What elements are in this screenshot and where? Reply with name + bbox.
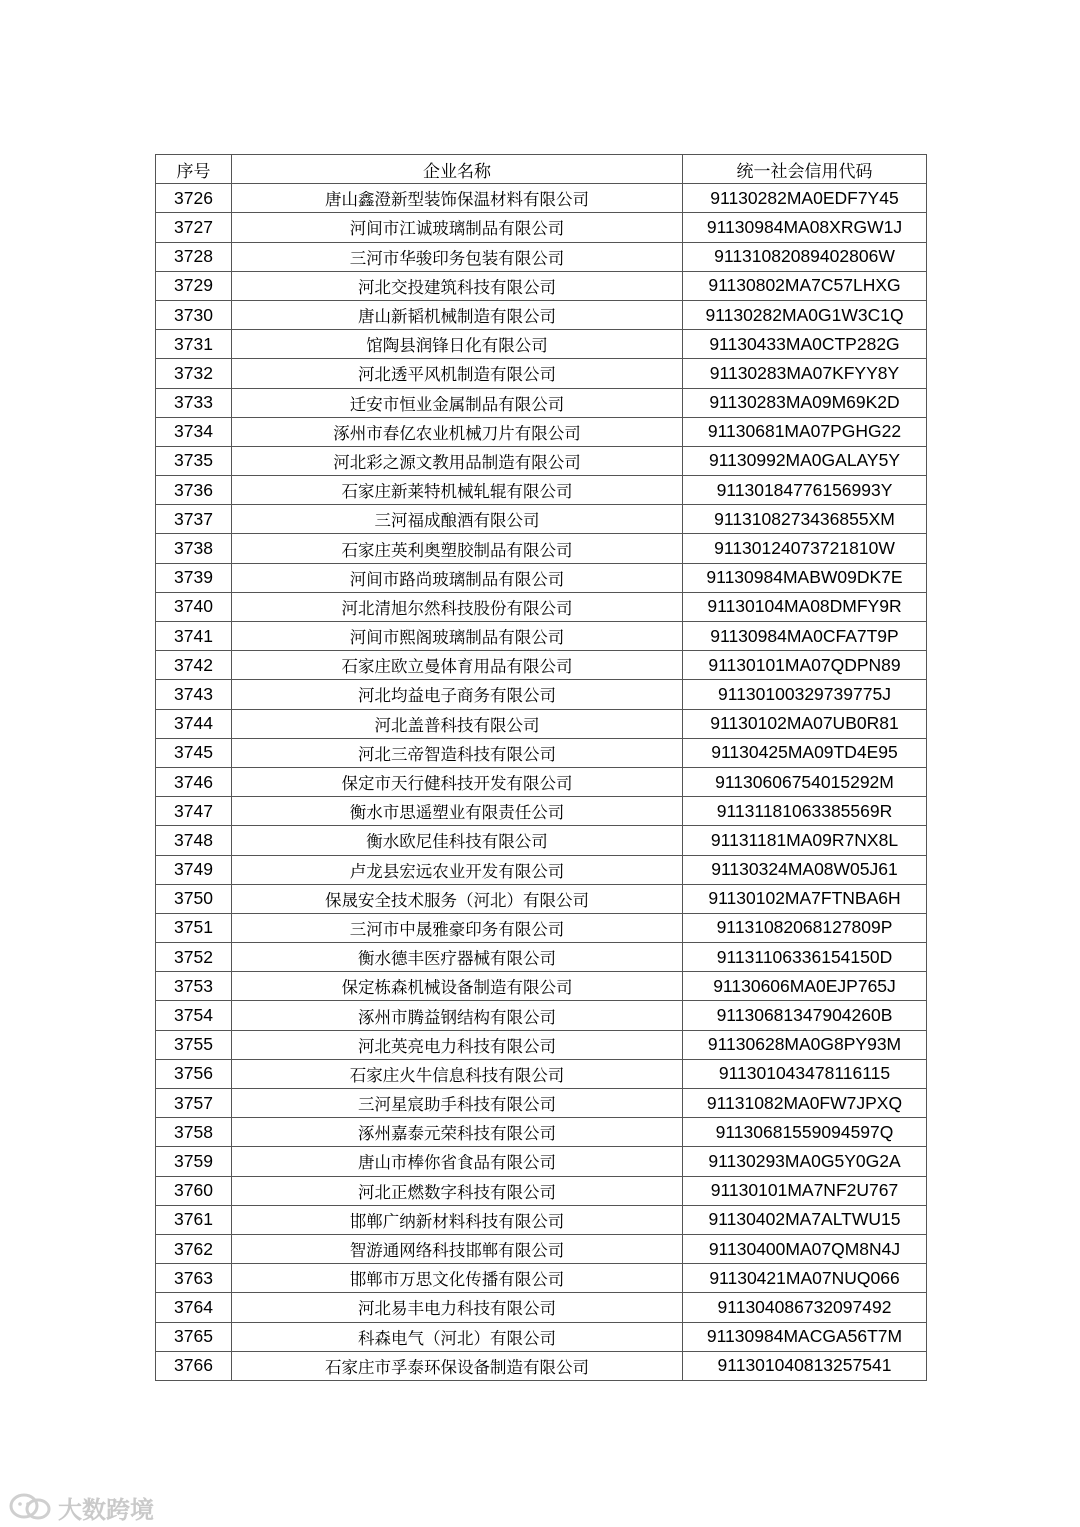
company-name-cell: 河北盖普科技有限公司: [232, 709, 683, 738]
company-name-cell: 河间市路尚玻璃制品有限公司: [232, 563, 683, 592]
credit-code-cell: 91130104MA08DMFY9R: [683, 592, 927, 621]
company-name-cell: 河间市熙阁玻璃制品有限公司: [232, 622, 683, 651]
serial-cell: 3739: [156, 563, 232, 592]
table-row: [156, 1176, 927, 1205]
company-name-cell: 保定市天行健科技开发有限公司: [232, 767, 683, 796]
serial-cell: 3737: [156, 505, 232, 534]
credit-code-cell: 91130184776156993Y: [683, 476, 927, 505]
credit-code-cell: 91130681559094597Q: [683, 1118, 927, 1147]
serial-cell: 3754: [156, 1001, 232, 1030]
serial-cell: 3766: [156, 1351, 232, 1380]
serial-cell: 3745: [156, 738, 232, 767]
table-row: [156, 1059, 927, 1088]
table-row: [156, 446, 927, 475]
credit-code-cell: 91130402MA7ALTWU15: [683, 1205, 927, 1234]
serial-cell: 3752: [156, 943, 232, 972]
table-row: [156, 797, 927, 826]
header-serial: 序号: [156, 155, 232, 184]
serial-cell: 3760: [156, 1176, 232, 1205]
credit-code-cell: 91131082089402806W: [683, 242, 927, 271]
serial-cell: 3742: [156, 651, 232, 680]
table-row: [156, 505, 927, 534]
table-row: [156, 1147, 927, 1176]
credit-code-cell: 91130102MA7FTNBA6H: [683, 884, 927, 913]
serial-cell: 3763: [156, 1264, 232, 1293]
table-row: [156, 1322, 927, 1351]
watermark: [8, 1487, 154, 1527]
serial-cell: 3744: [156, 709, 232, 738]
serial-cell: 3741: [156, 622, 232, 651]
credit-code-cell: 91130606MA0EJP765J: [683, 972, 927, 1001]
credit-code-cell: 91131082MA0FW7JPXQ: [683, 1089, 927, 1118]
serial-cell: 3738: [156, 534, 232, 563]
serial-cell: 3746: [156, 767, 232, 796]
credit-code-cell: 91130282MA0EDF7Y45: [683, 184, 927, 213]
serial-cell: 3731: [156, 330, 232, 359]
serial-cell: 3757: [156, 1089, 232, 1118]
company-name-cell: 涿州嘉泰元荣科技有限公司: [232, 1118, 683, 1147]
table-row: [156, 1001, 927, 1030]
table-row: [156, 1030, 927, 1059]
company-name-cell: 河北三帝智造科技有限公司: [232, 738, 683, 767]
company-name-cell: 河北英亮电力科技有限公司: [232, 1030, 683, 1059]
serial-cell: 3748: [156, 826, 232, 855]
credit-code-cell: 911304086732097492: [683, 1293, 927, 1322]
credit-code-cell: 91131082068127809P: [683, 913, 927, 942]
table-row: [156, 1089, 927, 1118]
company-name-cell: 河北交投建筑科技有限公司: [232, 271, 683, 300]
company-name-cell: 衡水德丰医疗器械有限公司: [232, 943, 683, 972]
table-row: [156, 972, 927, 1001]
table-row: [156, 680, 927, 709]
table-row: [156, 709, 927, 738]
company-name-cell: 保晟安全技术服务（河北）有限公司: [232, 884, 683, 913]
company-name-cell: 河北均益电子商务有限公司: [232, 680, 683, 709]
company-name-cell: 石家庄新莱特机械轧辊有限公司: [232, 476, 683, 505]
table-row: [156, 592, 927, 621]
credit-code-cell: 91130681347904260B: [683, 1001, 927, 1030]
credit-code-cell: 91130681MA07PGHG22: [683, 417, 927, 446]
credit-code-cell: 91130293MA0G5Y0G2A: [683, 1147, 927, 1176]
table-row: [156, 1293, 927, 1322]
header-credit-code: 统一社会信用代码: [683, 155, 927, 184]
table-row: [156, 1118, 927, 1147]
credit-code-cell: 91130324MA08W05J61: [683, 855, 927, 884]
serial-cell: 3736: [156, 476, 232, 505]
credit-code-cell: 91130283MA09M69K2D: [683, 388, 927, 417]
company-name-cell: 衡水市思遥塑业有限责任公司: [232, 797, 683, 826]
serial-cell: 3758: [156, 1118, 232, 1147]
company-name-cell: 三河福成酿酒有限公司: [232, 505, 683, 534]
company-name-cell: 邯郸广纳新材料科技有限公司: [232, 1205, 683, 1234]
wechat-bubbles-icon: [8, 1492, 52, 1522]
serial-cell: 3734: [156, 417, 232, 446]
credit-code-cell: 91130282MA0G1W3C1Q: [683, 300, 927, 329]
table-row: [156, 651, 927, 680]
serial-cell: 3765: [156, 1322, 232, 1351]
serial-cell: 3756: [156, 1059, 232, 1088]
company-name-cell: 河北清旭尔然科技股份有限公司: [232, 592, 683, 621]
credit-code-cell: 91130102MA07UB0R81: [683, 709, 927, 738]
table-row: [156, 943, 927, 972]
credit-code-cell: 91131106336154150D: [683, 943, 927, 972]
credit-code-cell: 91130433MA0CTP282G: [683, 330, 927, 359]
credit-code-cell: 911301040813257541: [683, 1351, 927, 1380]
table-row: [156, 826, 927, 855]
serial-cell: 3751: [156, 913, 232, 942]
company-name-cell: 三河星宸助手科技有限公司: [232, 1089, 683, 1118]
table-row: [156, 300, 927, 329]
table-row: [156, 884, 927, 913]
credit-code-cell: 91130606754015292M: [683, 767, 927, 796]
credit-code-cell: 91130984MACGA56T7M: [683, 1322, 927, 1351]
credit-code-cell: 91130400MA07QM8N4J: [683, 1234, 927, 1263]
table-row: [156, 1205, 927, 1234]
company-name-cell: 唐山市棒你省食品有限公司: [232, 1147, 683, 1176]
table-row: [156, 738, 927, 767]
table-row: [156, 184, 927, 213]
serial-cell: 3733: [156, 388, 232, 417]
credit-code-cell: 91130984MA08XRGW1J: [683, 213, 927, 242]
company-name-cell: 唐山新韬机械制造有限公司: [232, 300, 683, 329]
credit-code-cell: 91130984MA0CFA7T9P: [683, 622, 927, 651]
serial-cell: 3729: [156, 271, 232, 300]
company-name-cell: 衡水欧尼佳科技有限公司: [232, 826, 683, 855]
serial-cell: 3732: [156, 359, 232, 388]
company-name-cell: 河北透平风机制造有限公司: [232, 359, 683, 388]
serial-cell: 3762: [156, 1234, 232, 1263]
serial-cell: 3759: [156, 1147, 232, 1176]
table-row: [156, 330, 927, 359]
table-body: [156, 184, 927, 1381]
credit-code-cell: 91130100329739775J: [683, 680, 927, 709]
credit-code-cell: 91130984MABW09DK7E: [683, 563, 927, 592]
table-row: [156, 534, 927, 563]
credit-code-cell: 91131181063385569R: [683, 797, 927, 826]
table-row: [156, 417, 927, 446]
company-name-cell: 涿州市春亿农业机械刀片有限公司: [232, 417, 683, 446]
company-name-cell: 卢龙县宏远农业开发有限公司: [232, 855, 683, 884]
table-row: [156, 271, 927, 300]
table-row: [156, 855, 927, 884]
company-name-cell: 石家庄英利奥塑胶制品有限公司: [232, 534, 683, 563]
company-name-cell: 唐山鑫澄新型装饰保温材料有限公司: [232, 184, 683, 213]
serial-cell: 3735: [156, 446, 232, 475]
company-name-cell: 保定栋森机械设备制造有限公司: [232, 972, 683, 1001]
company-name-cell: 馆陶县润锋日化有限公司: [232, 330, 683, 359]
serial-cell: 3743: [156, 680, 232, 709]
table-row: [156, 388, 927, 417]
serial-cell: 3750: [156, 884, 232, 913]
table-row: [156, 913, 927, 942]
serial-cell: 3726: [156, 184, 232, 213]
credit-code-cell: 91131181MA09R7NX8L: [683, 826, 927, 855]
company-table: [155, 154, 927, 1381]
table-row: [156, 476, 927, 505]
credit-code-cell: 91130425MA09TD4E95: [683, 738, 927, 767]
credit-code-cell: 91130124073721810W: [683, 534, 927, 563]
serial-cell: 3749: [156, 855, 232, 884]
serial-cell: 3764: [156, 1293, 232, 1322]
table-row: [156, 213, 927, 242]
company-name-cell: 智游通网络科技邯郸有限公司: [232, 1234, 683, 1263]
company-name-cell: 迁安市恒业金属制品有限公司: [232, 388, 683, 417]
company-name-cell: 石家庄欧立曼体育用品有限公司: [232, 651, 683, 680]
table-row: [156, 622, 927, 651]
serial-cell: 3761: [156, 1205, 232, 1234]
serial-cell: 3740: [156, 592, 232, 621]
credit-code-cell: 91130421MA07NUQ066: [683, 1264, 927, 1293]
company-name-cell: 石家庄市孚泰环保设备制造有限公司: [232, 1351, 683, 1380]
credit-code-cell: 91130283MA07KFYY8Y: [683, 359, 927, 388]
company-name-cell: 河北彩之源文教用品制造有限公司: [232, 446, 683, 475]
company-name-cell: 邯郸市万思文化传播有限公司: [232, 1264, 683, 1293]
header-company-name: 企业名称: [232, 155, 683, 184]
company-name-cell: 河北易丰电力科技有限公司: [232, 1293, 683, 1322]
serial-cell: 3747: [156, 797, 232, 826]
serial-cell: 3728: [156, 242, 232, 271]
credit-code-cell: 911301043478116115: [683, 1059, 927, 1088]
credit-code-cell: 91130101MA7NF2U767: [683, 1176, 927, 1205]
table-row: [156, 359, 927, 388]
serial-cell: 3727: [156, 213, 232, 242]
watermark-text: 大数跨境: [58, 1495, 154, 1524]
company-name-cell: 三河市中晟雅豪印务有限公司: [232, 913, 683, 942]
company-name-cell: 科森电气（河北）有限公司: [232, 1322, 683, 1351]
table-row: [156, 1264, 927, 1293]
table-row: [156, 767, 927, 796]
credit-code-cell: 91130802MA7C57LHXG: [683, 271, 927, 300]
serial-cell: 3730: [156, 300, 232, 329]
table-header-row: [156, 155, 927, 184]
company-name-cell: 涿州市腾益钢结构有限公司: [232, 1001, 683, 1030]
credit-code-cell: 91130628MA0G8PY93M: [683, 1030, 927, 1059]
company-name-cell: 河北正燃数字科技有限公司: [232, 1176, 683, 1205]
table-row: [156, 563, 927, 592]
company-name-cell: 三河市华骏印务包装有限公司: [232, 242, 683, 271]
table-row: [156, 242, 927, 271]
credit-code-cell: 91130992MA0GALAY5Y: [683, 446, 927, 475]
credit-code-cell: 91130101MA07QDPN89: [683, 651, 927, 680]
company-name-cell: 河间市江诚玻璃制品有限公司: [232, 213, 683, 242]
company-name-cell: 石家庄火牛信息科技有限公司: [232, 1059, 683, 1088]
serial-cell: 3753: [156, 972, 232, 1001]
credit-code-cell: 9113108273436855XM: [683, 505, 927, 534]
serial-cell: 3755: [156, 1030, 232, 1059]
table-row: [156, 1351, 927, 1380]
table-row: [156, 1234, 927, 1263]
